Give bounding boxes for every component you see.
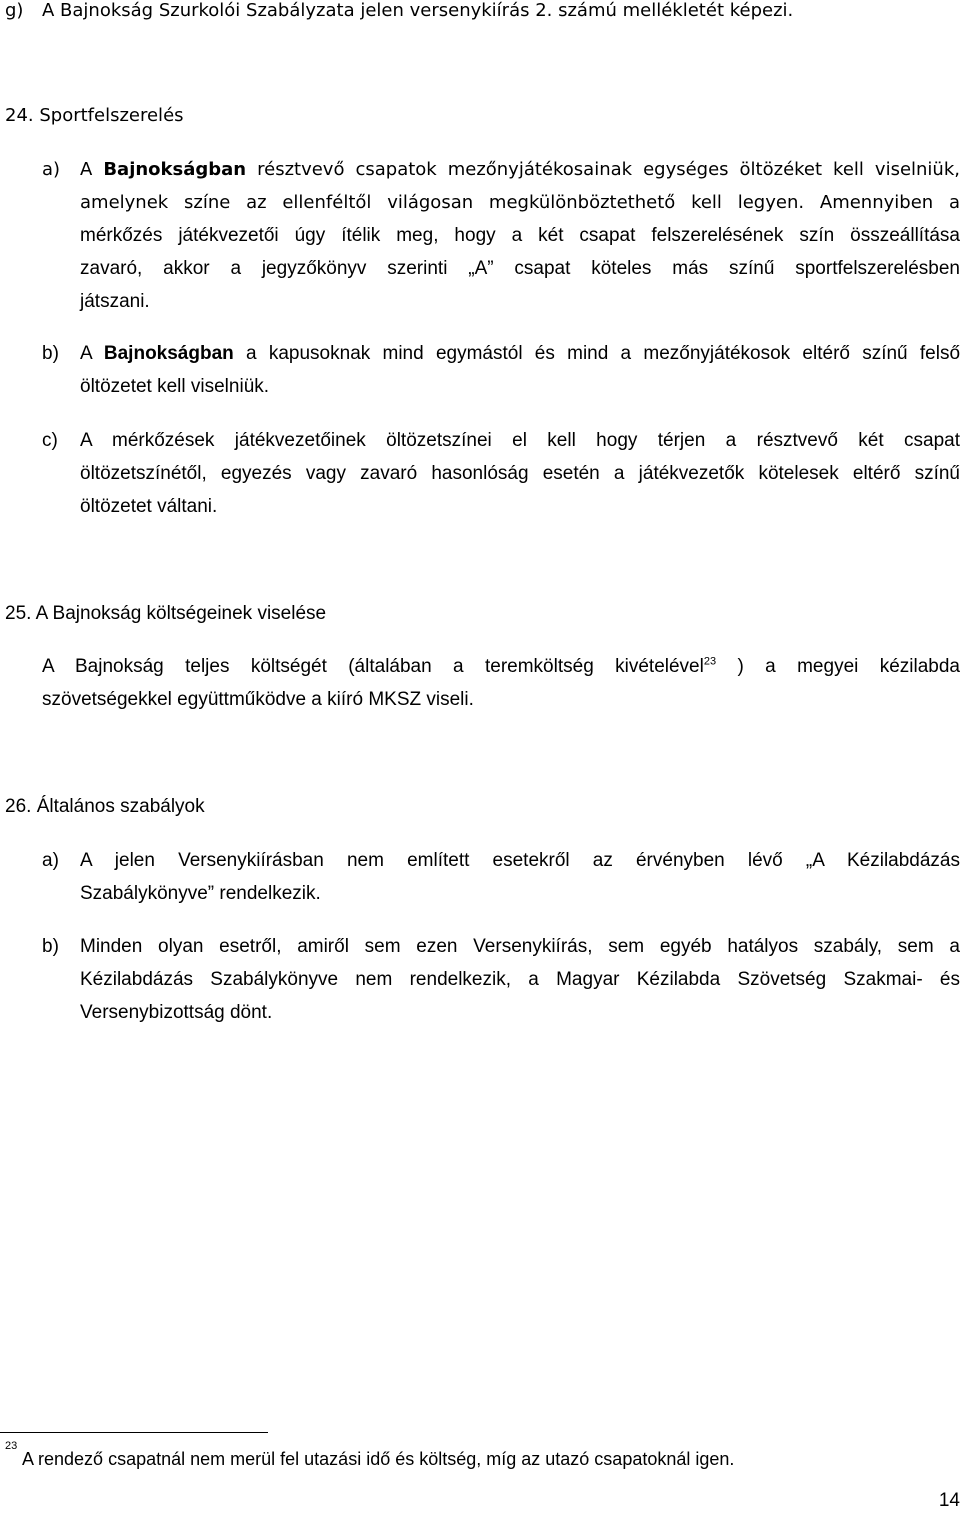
item-g-marker: g)	[5, 0, 24, 21]
item-24b-bold-term: Bajnokságban	[103, 343, 234, 364]
item-24a-marker: a)	[42, 159, 61, 180]
item-24b-line-1	[80, 343, 960, 365]
footnote-divider	[0, 1432, 268, 1433]
item-24a-line-3: mérkőzés játékvezetői úgy ítélik meg, hogy a két csapat felszerelésének szín összeállítása	[80, 225, 960, 246]
item-24c-line-1: A mérkőzések játékvezetőinek öltözetszínei el kell hogy térjen a résztvevő két csapat	[80, 430, 960, 451]
item-24a-line-5: játszani.	[80, 291, 150, 312]
item-24a-line-1-pre: A	[80, 159, 93, 180]
item-g-text: A Bajnokság Szurkolói Szabályzata jelen versenykiírás 2. számú mellékletét képezi.	[42, 0, 794, 21]
item-24c-line-3: öltözetet váltani.	[80, 496, 218, 517]
item-24a-line-1-post: résztvevő csapatok mezőnyjátékosainak egységes öltözéket kell viselniük,	[257, 159, 960, 180]
section-25-line-1-pre: A Bajnokság teljes költségét (általában a teremköltség kivételével	[42, 656, 704, 677]
item-24a-bold-term: Bajnokságban	[103, 159, 247, 180]
item-24c-line-2: öltözetszínétől, egyezés vagy zavaró hasonlóság esetén a játékvezetők kötelesek eltérő színű	[80, 463, 960, 484]
footnote-number: 23	[5, 1440, 18, 1452]
item-26a-line-1: A jelen Versenykiírásban nem említett esetekről az érvényben lévő „A Kézilabdázás	[80, 850, 960, 871]
section-25-line-2: szövetségekkel együttműködve a kiíró MKSZ viseli.	[42, 689, 474, 710]
item-24a-line-1	[80, 159, 960, 180]
page-number: 14	[938, 1490, 960, 1511]
section-25-heading: 25. A Bajnokság költségeinek viselése	[5, 603, 327, 624]
item-24b-line-1-post: a kapusoknak mind egymástól és mind a mezőnyjátékosok eltérő színű felső	[246, 343, 960, 364]
item-24b-line-1-pre: A	[80, 343, 92, 364]
item-26b-line-3: Versenybizottság dönt.	[80, 1002, 273, 1023]
item-26b-line-2: Kézilabdázás Szabálykönyve nem rendelkezik, a Magyar Kézilabda Szövetség Szakmai- és	[80, 969, 960, 990]
item-24a-line-4: zavaró, akkor a jegyzőkönyv szerinti „A” csapat köteles más színű sportfelszerelésben	[80, 258, 960, 279]
item-24b-line-2: öltözetet kell viselniük.	[80, 376, 270, 397]
item-24b-marker: b)	[42, 343, 59, 364]
item-26a-marker: a)	[42, 850, 59, 871]
section-25-line-1-post: ) a megyei kézilabda	[737, 656, 960, 677]
item-26b-marker: b)	[42, 936, 59, 957]
section-26-heading: 26. Általános szabályok	[5, 796, 205, 817]
footnote-ref-23[interactable]: 23	[703, 656, 717, 668]
item-26b-line-1: Minden olyan esetről, amiről sem ezen Versenykiírás, sem egyéb hatályos szabály, sem a	[80, 936, 960, 957]
section-24-heading: 24. Sportfelszerelés	[5, 105, 184, 126]
item-26a-line-2: Szabálykönyve” rendelkezik.	[80, 883, 321, 904]
item-24c-marker: c)	[42, 430, 58, 451]
footnote-text: A rendező csapatnál nem merül fel utazási idő és költség, míg az utazó csapatoknál igen.	[22, 1449, 735, 1469]
section-25-line-1	[42, 656, 960, 678]
item-24a-line-2: amelynek színe az ellenféltől világosan megkülönböztethető kell legyen. Amennyiben a	[80, 192, 960, 213]
